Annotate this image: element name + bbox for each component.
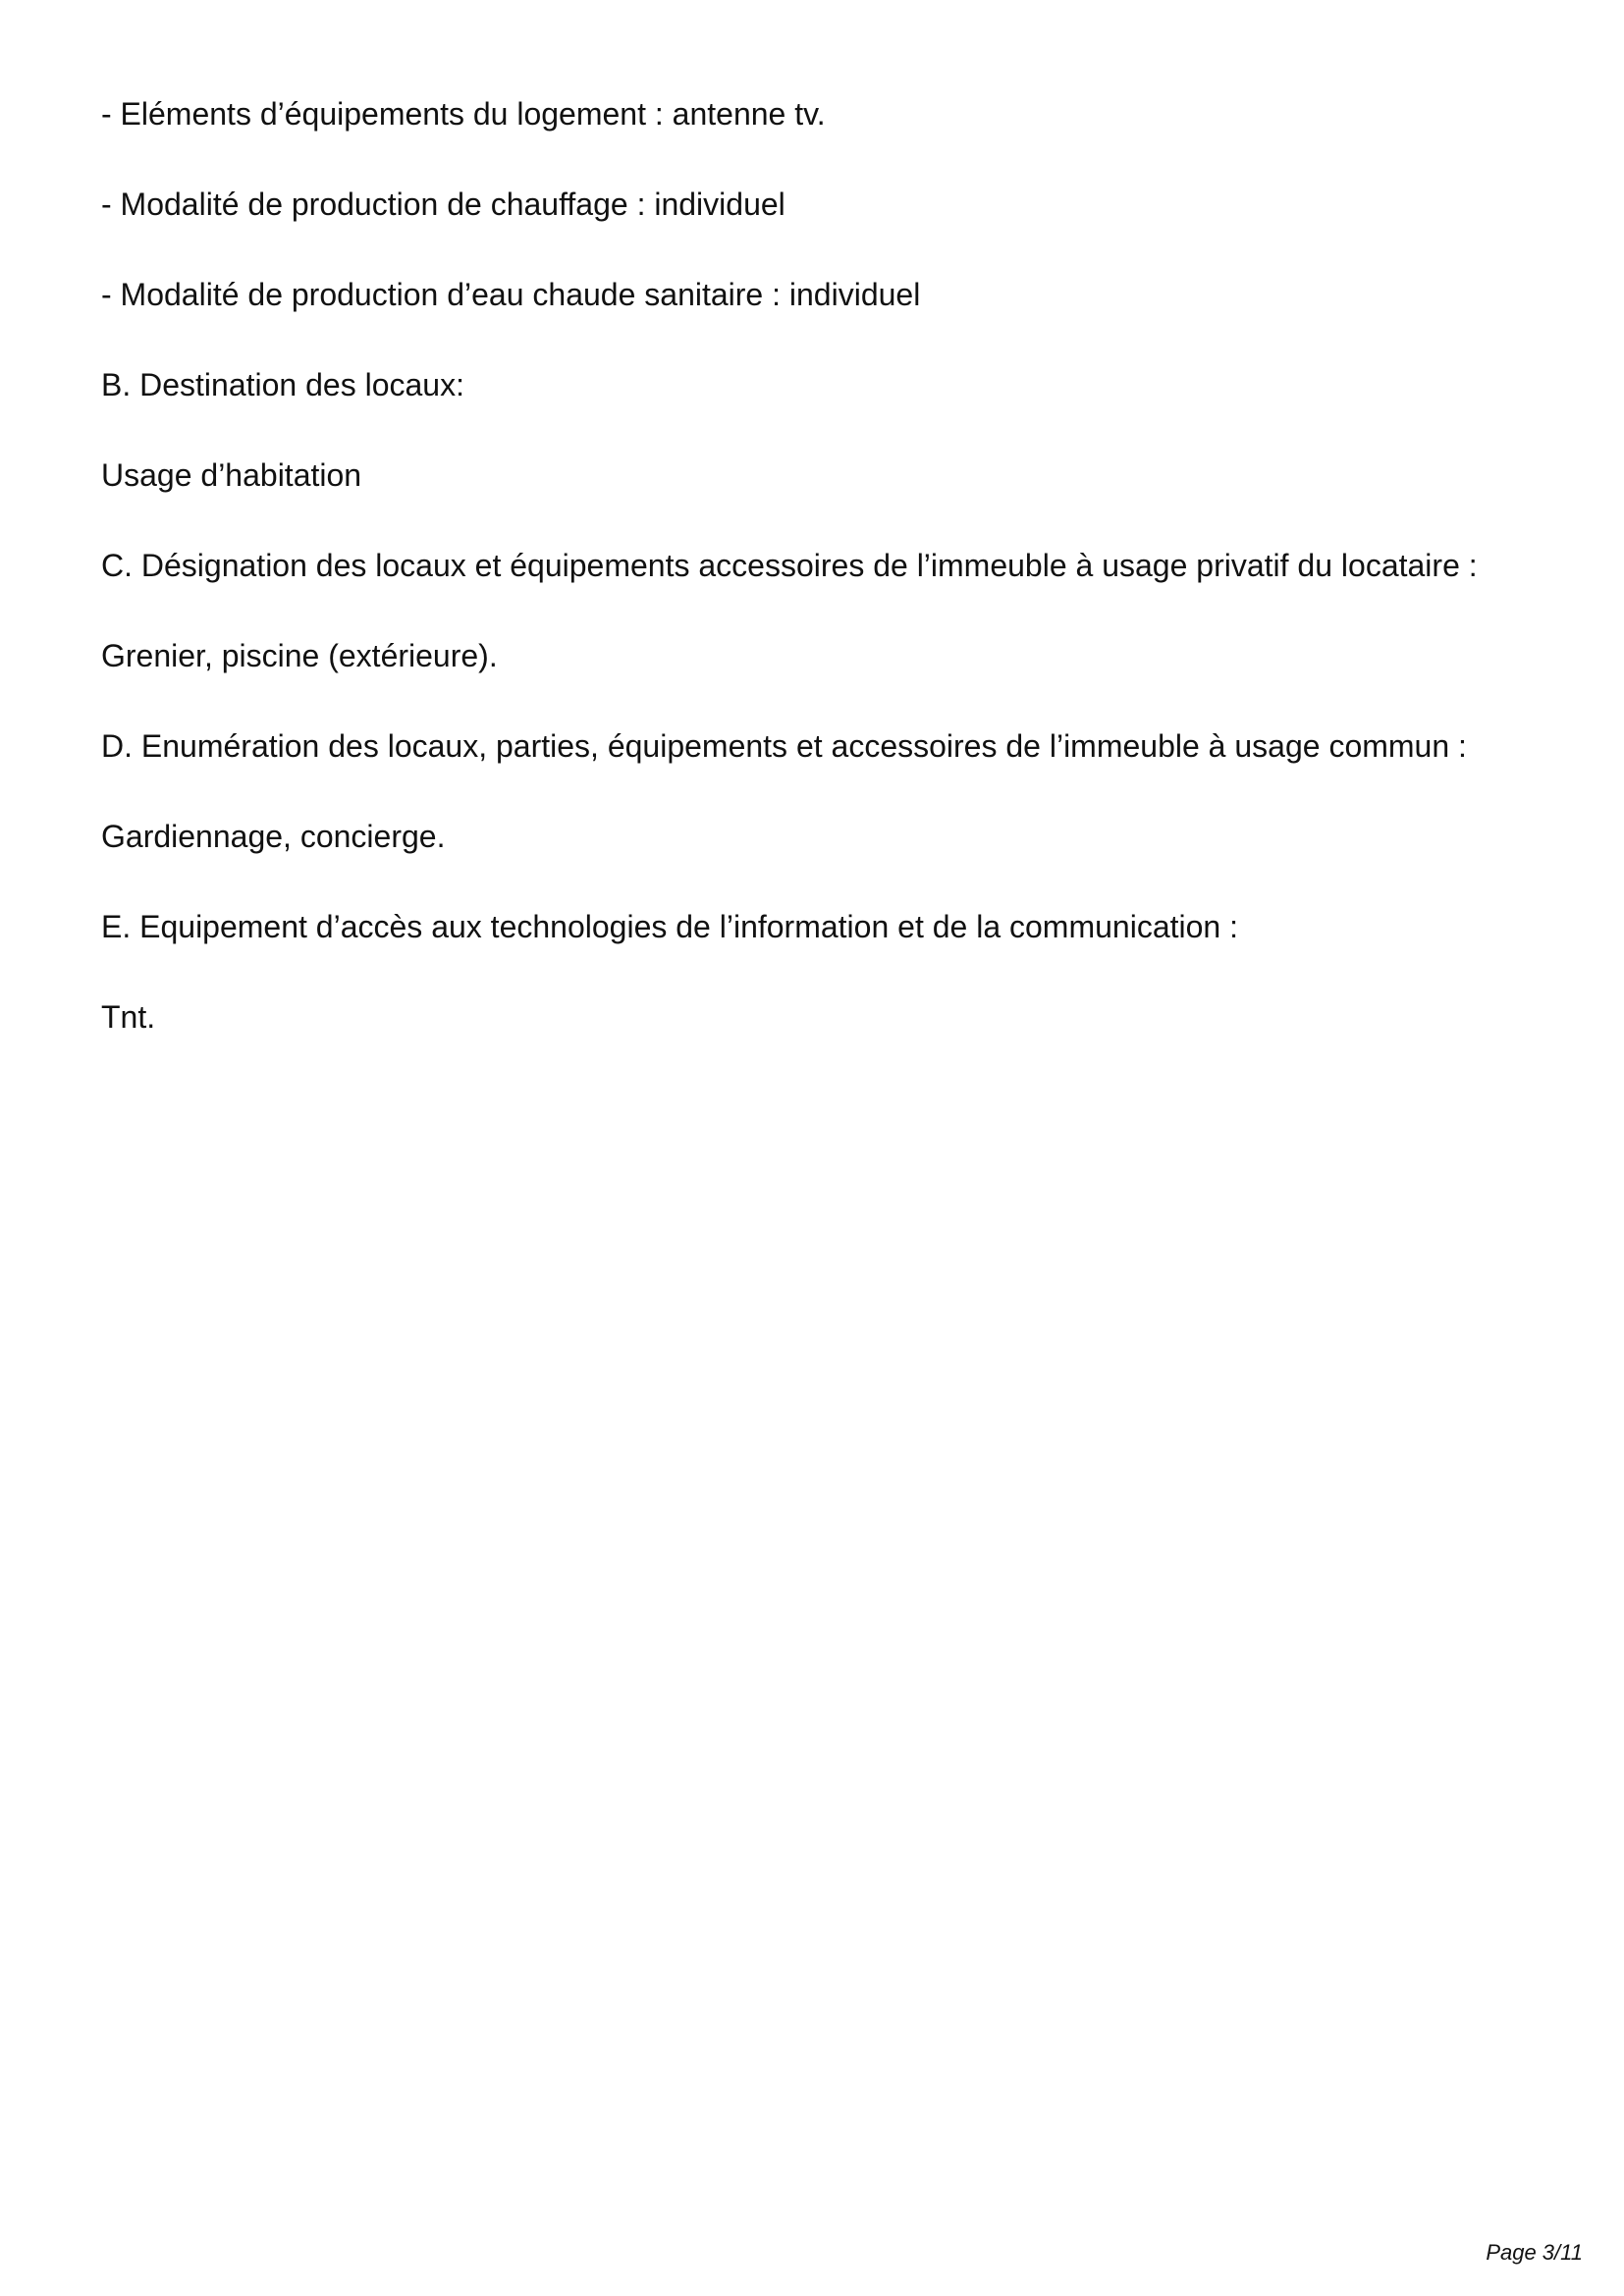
document-body	[101, 94, 1535, 1088]
section-b-value: Usage d’habitation	[101, 457, 362, 493]
section-b-heading: B. Destination des locaux:	[101, 367, 464, 402]
section-e-heading: E. Equipement d’accès aux technologies de l’information et de la communication :	[101, 909, 1238, 944]
section-c-heading: C. Désignation des locaux et équipements accessoires de l’immeuble à usage privatif du locataire :	[101, 548, 1478, 583]
section-d-value: Gardiennage, concierge.	[101, 819, 446, 854]
section-e-value: Tnt.	[101, 999, 156, 1035]
heating-production-line: - Modalité de production de chauffage : individuel	[101, 187, 785, 222]
hot-water-production-line: - Modalité de production d’eau chaude sanitaire : individuel	[101, 277, 921, 312]
equipment-elements-line: - Eléments d’équipements du logement : antenne tv.	[101, 96, 826, 132]
page-number: Page 3/11	[1486, 2240, 1583, 2265]
section-d-heading: D. Enumération des locaux, parties, équipements et accessoires de l’immeuble à usage commun :	[101, 728, 1467, 764]
section-c-value: Grenier, piscine (extérieure).	[101, 638, 498, 673]
